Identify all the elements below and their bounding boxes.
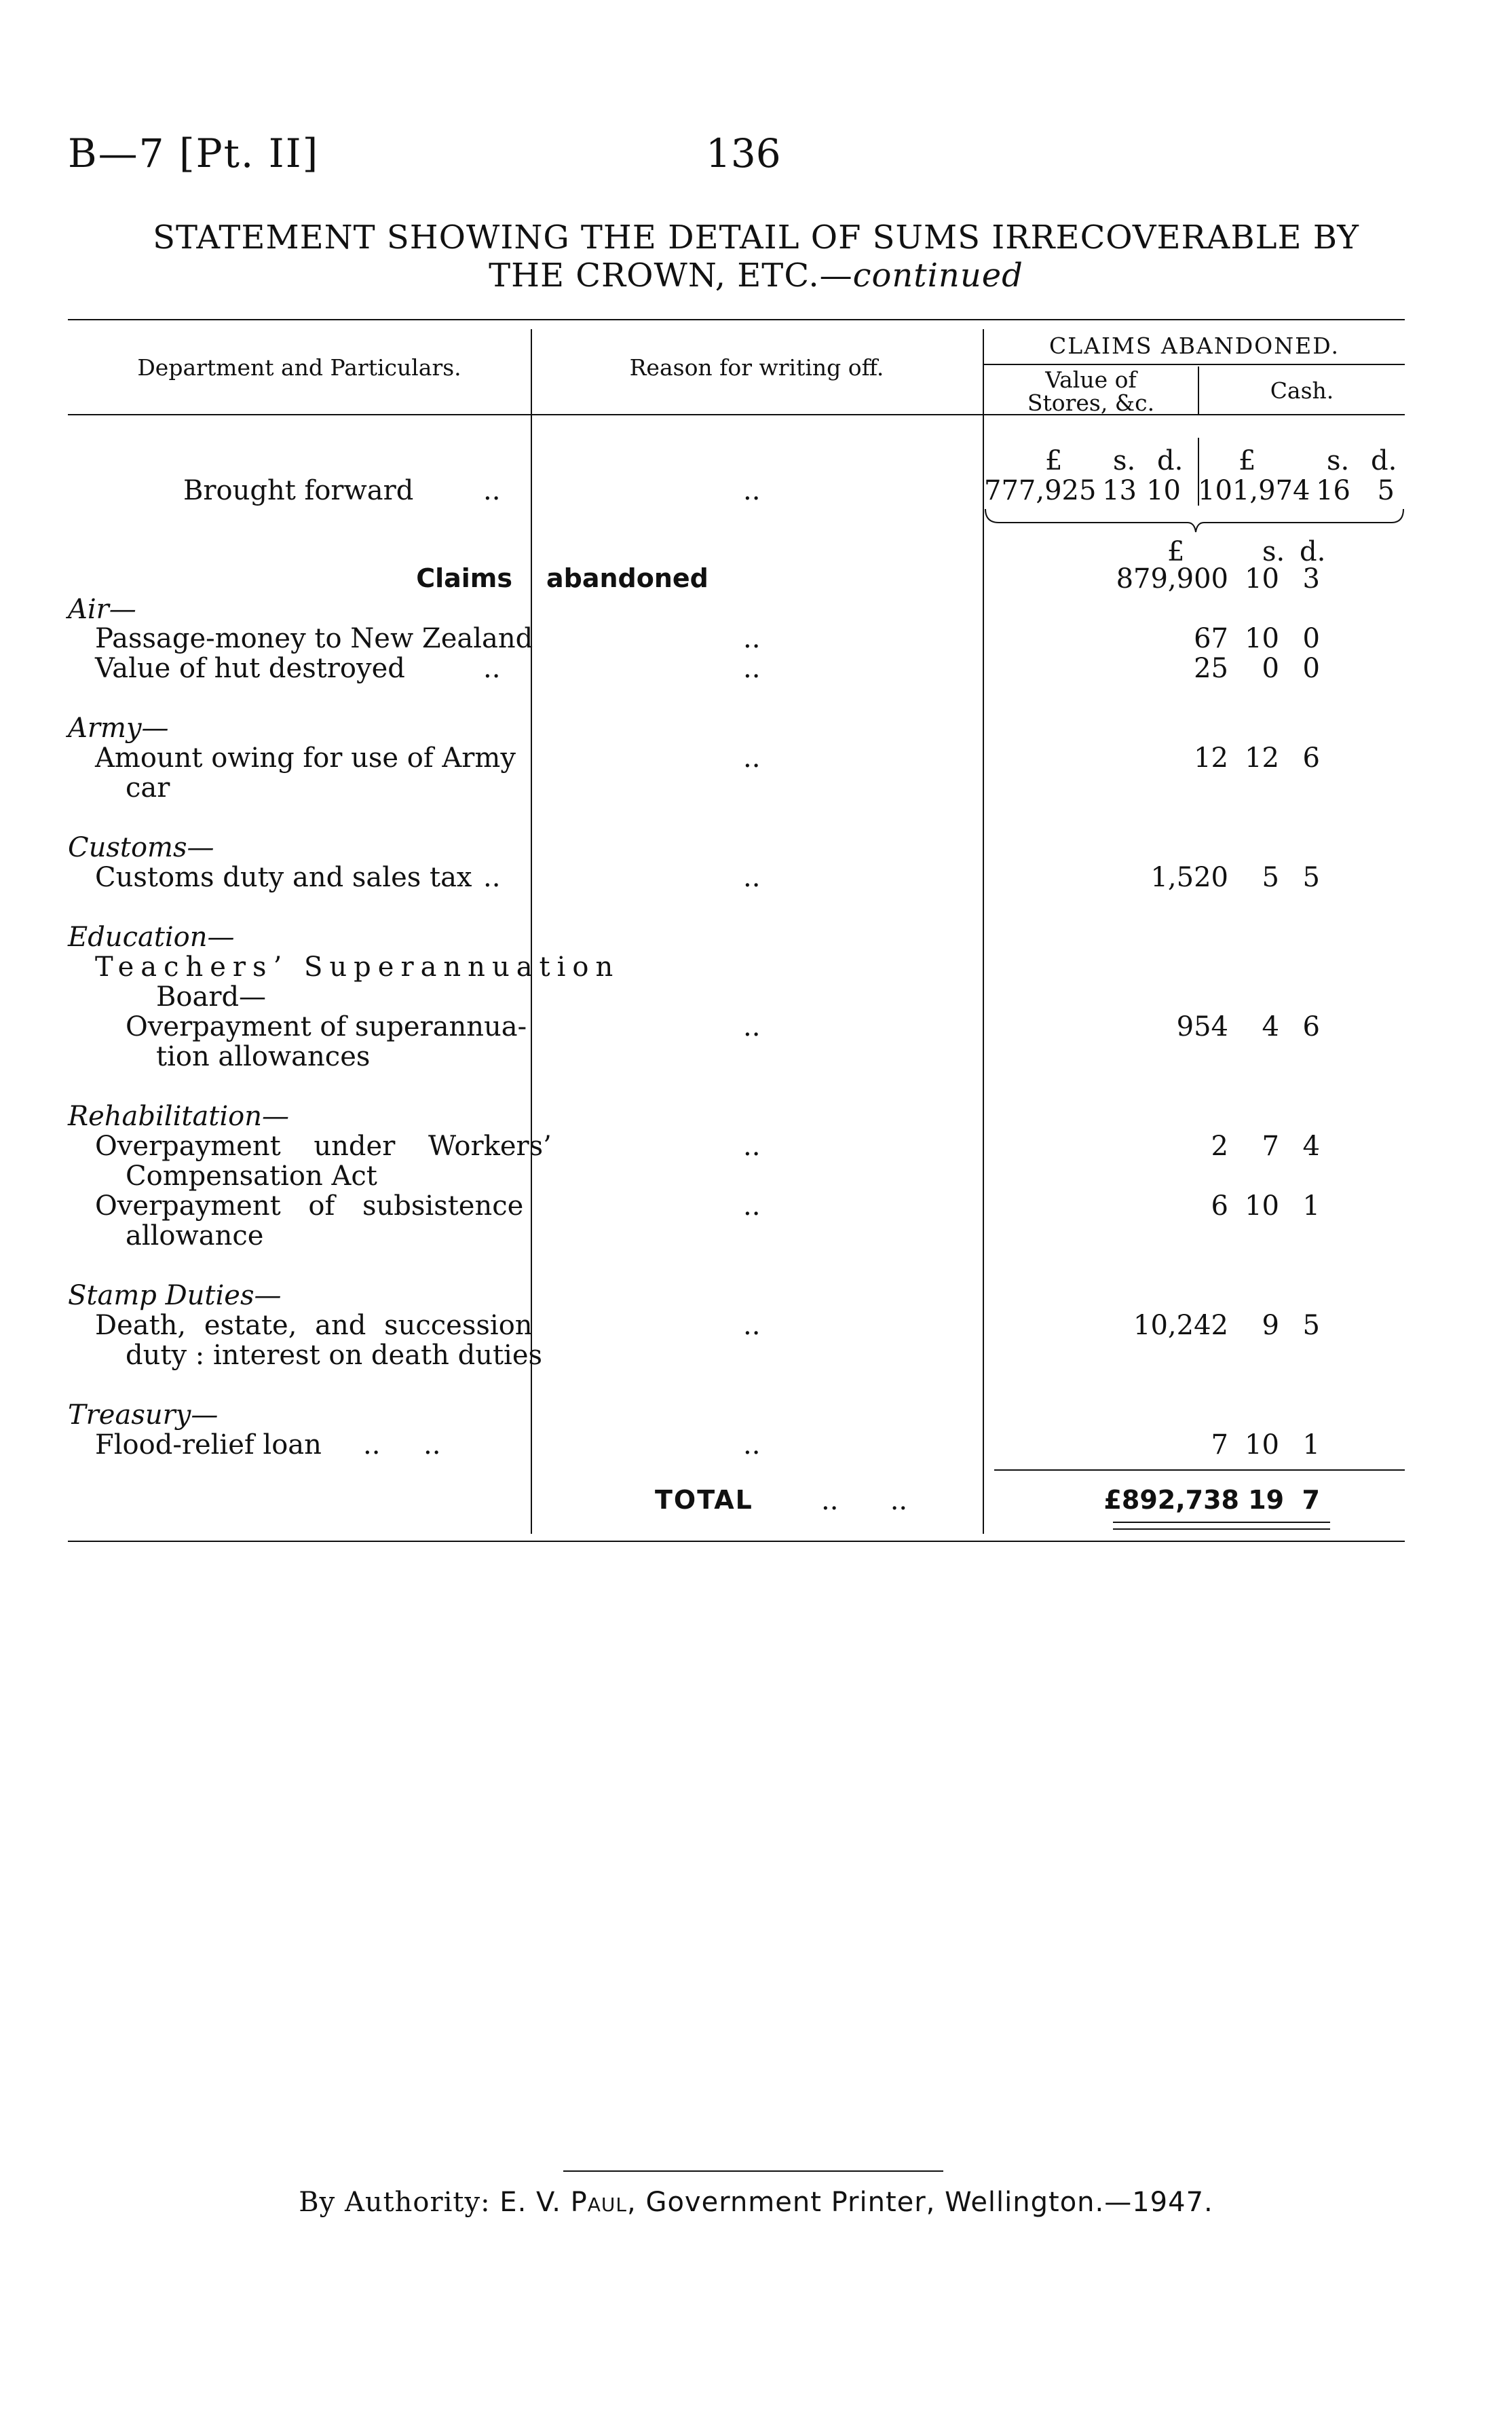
amount-d: 6	[1302, 1011, 1320, 1042]
amount-d: 6	[1302, 742, 1320, 774]
combined-pounds: 879,900	[1116, 563, 1228, 595]
total-top-rule	[994, 1469, 1405, 1471]
amount-d: 0	[1302, 623, 1320, 654]
dept-air: Air—	[68, 594, 136, 625]
combined-s: 10	[1245, 563, 1279, 595]
particular-subsistence-2: allowance	[126, 1220, 264, 1251]
amount-s: 7	[1262, 1131, 1279, 1162]
amount-d: 1	[1302, 1429, 1320, 1461]
amount-pounds: 7	[1211, 1429, 1228, 1461]
amount-pounds: 6	[1211, 1190, 1228, 1222]
leader-dots: ..	[483, 862, 501, 893]
footer-suffix: , Government Printer, Wellington.—1947.	[627, 2187, 1213, 2218]
particular-army-car-2: car	[126, 772, 170, 804]
dept-education: Education—	[68, 922, 235, 953]
combined-unit-d: d.	[1300, 536, 1326, 567]
bf-cash-s: 16	[1316, 475, 1350, 506]
amount-d: 5	[1302, 1310, 1320, 1341]
amount-pounds: 67	[1194, 623, 1228, 654]
header-claims-abandoned: CLAIMS ABANDONED.	[1049, 333, 1340, 359]
unit-s-stores: s.	[1113, 445, 1136, 476]
reason-dots: ..	[743, 653, 761, 684]
section-heading-claims: Claims	[416, 563, 512, 593]
amount-s: 0	[1262, 653, 1279, 684]
header-cash: Cash.	[1270, 377, 1334, 404]
amount-pounds: 10,242	[1133, 1310, 1228, 1341]
particular-death-duty-2: duty : interest on death duties	[126, 1340, 543, 1371]
particular-hut-destroyed: Value of hut destroyed	[95, 653, 405, 684]
unit-pound-stores: £	[1045, 445, 1063, 476]
dept-rehabilitation: Rehabilitation—	[68, 1101, 290, 1132]
particular-death-duty-1: Death, estate, and succession	[95, 1310, 533, 1341]
title-line-1: STATEMENT SHOWING THE DETAIL OF SUMS IRRECOVERABLE BY	[153, 219, 1359, 257]
reason-dots: ..	[743, 1131, 761, 1162]
brought-forward-label: Brought forward	[183, 475, 414, 506]
header-value-stores-1: Value of	[1045, 366, 1137, 393]
title-line-2	[0, 257, 1512, 295]
amount-s: 10	[1245, 1190, 1279, 1222]
leader-dots: ..	[483, 653, 501, 684]
amount-d: 0	[1302, 653, 1320, 684]
reason-dots: ..	[743, 742, 761, 774]
table-bottom-rule	[68, 1541, 1405, 1542]
amount-pounds: 25	[1194, 653, 1228, 684]
title-continued: continued	[852, 257, 1023, 295]
particular-workers-comp-2: Compensation Act	[126, 1161, 377, 1192]
particular-workers-comp-1: Overpayment under Workers’	[95, 1131, 552, 1162]
leader-dots: .. ..	[363, 1429, 441, 1461]
combined-d: 3	[1302, 563, 1320, 595]
bf-stores-pounds: 777,925	[984, 475, 1097, 506]
amount-s: 9	[1262, 1310, 1279, 1341]
reason-dots: ..	[743, 623, 761, 654]
dept-treasury: Treasury—	[68, 1399, 219, 1431]
reason-dots: ..	[743, 1011, 761, 1042]
footer-prefix: By Authority:	[299, 2187, 491, 2218]
amount-pounds: 1,520	[1150, 862, 1228, 893]
document-reference: B—7 [Pt. II]	[68, 130, 320, 176]
total-double-rule-1	[1113, 1522, 1330, 1523]
reason-dots: ..	[743, 1190, 761, 1222]
header-bottom-rule	[68, 414, 1405, 415]
unit-s-cash: s.	[1327, 445, 1350, 476]
amount-pounds: 954	[1176, 1011, 1228, 1042]
bf-stores-s: 13	[1102, 475, 1137, 506]
amount-d: 4	[1302, 1131, 1320, 1162]
amount-s: 4	[1262, 1011, 1279, 1042]
footer-imprint	[0, 2187, 1512, 2218]
combined-unit-pound: £	[1167, 536, 1185, 567]
header-reason: Reason for writing off.	[629, 354, 884, 381]
dept-customs: Customs—	[68, 832, 214, 863]
unit-pound-cash: £	[1239, 445, 1256, 476]
particular-customs-duty: Customs duty and sales tax	[95, 862, 472, 893]
amount-s: 10	[1245, 1429, 1279, 1461]
amount-s: 12	[1245, 742, 1279, 774]
claims-header-rule	[983, 364, 1405, 365]
amount-pounds: 12	[1194, 742, 1228, 774]
section-heading-abandoned: abandoned	[546, 563, 708, 593]
reason-dots: ..	[743, 1310, 761, 1341]
footer-surname: Paul	[570, 2187, 628, 2218]
table-top-rule	[68, 319, 1405, 320]
amount-pounds: 2	[1211, 1131, 1228, 1162]
particular-flood-relief: Flood-relief loan	[95, 1429, 322, 1461]
unit-d-cash: d.	[1371, 445, 1397, 476]
combining-brace	[984, 508, 1405, 535]
brought-forward-dots: ..	[483, 475, 501, 506]
particular-teachers-1: Teachers’ Superannuation	[95, 952, 620, 983]
amount-d: 1	[1302, 1190, 1320, 1222]
total-label: TOTAL	[655, 1485, 753, 1515]
total-amount: £892,738 19 7	[1103, 1485, 1320, 1515]
particular-subsistence-1: Overpayment of subsistence	[95, 1190, 524, 1222]
particular-passage-money: Passage-money to New Zealand	[95, 623, 533, 654]
header-department: Department and Particulars.	[137, 354, 461, 381]
total-dots: .. ..	[821, 1485, 908, 1516]
particular-teachers-2: Board—	[156, 981, 267, 1013]
bf-cash-pounds: 101,974	[1198, 475, 1310, 506]
reason-dots: ..	[743, 1429, 761, 1461]
amount-s: 5	[1262, 862, 1279, 893]
footer-initials: E. V.	[499, 2187, 561, 2218]
footer-rule	[563, 2170, 943, 2172]
reason-dots: ..	[743, 862, 761, 893]
title-line-2-text: THE CROWN, ETC.—	[489, 257, 853, 295]
dept-stamp-duties: Stamp Duties—	[68, 1280, 282, 1311]
combined-unit-s: s.	[1262, 536, 1285, 567]
brought-forward-reason: ..	[743, 475, 761, 506]
bf-cash-d: 5	[1377, 475, 1395, 506]
page-number: 136	[706, 130, 781, 176]
bf-stores-d: 10	[1146, 475, 1181, 506]
amount-d: 5	[1302, 862, 1320, 893]
unit-d-stores: d.	[1157, 445, 1184, 476]
particular-army-car-1: Amount owing for use of Army	[95, 742, 516, 774]
particular-superannuation-1: Overpayment of superannua-	[126, 1011, 527, 1042]
header-value-stores-2: Stores, &c.	[1027, 390, 1155, 416]
dept-army: Army—	[68, 713, 169, 744]
amount-s: 10	[1245, 623, 1279, 654]
total-double-rule-2	[1113, 1528, 1330, 1530]
particular-superannuation-2: tion allowances	[156, 1041, 371, 1072]
